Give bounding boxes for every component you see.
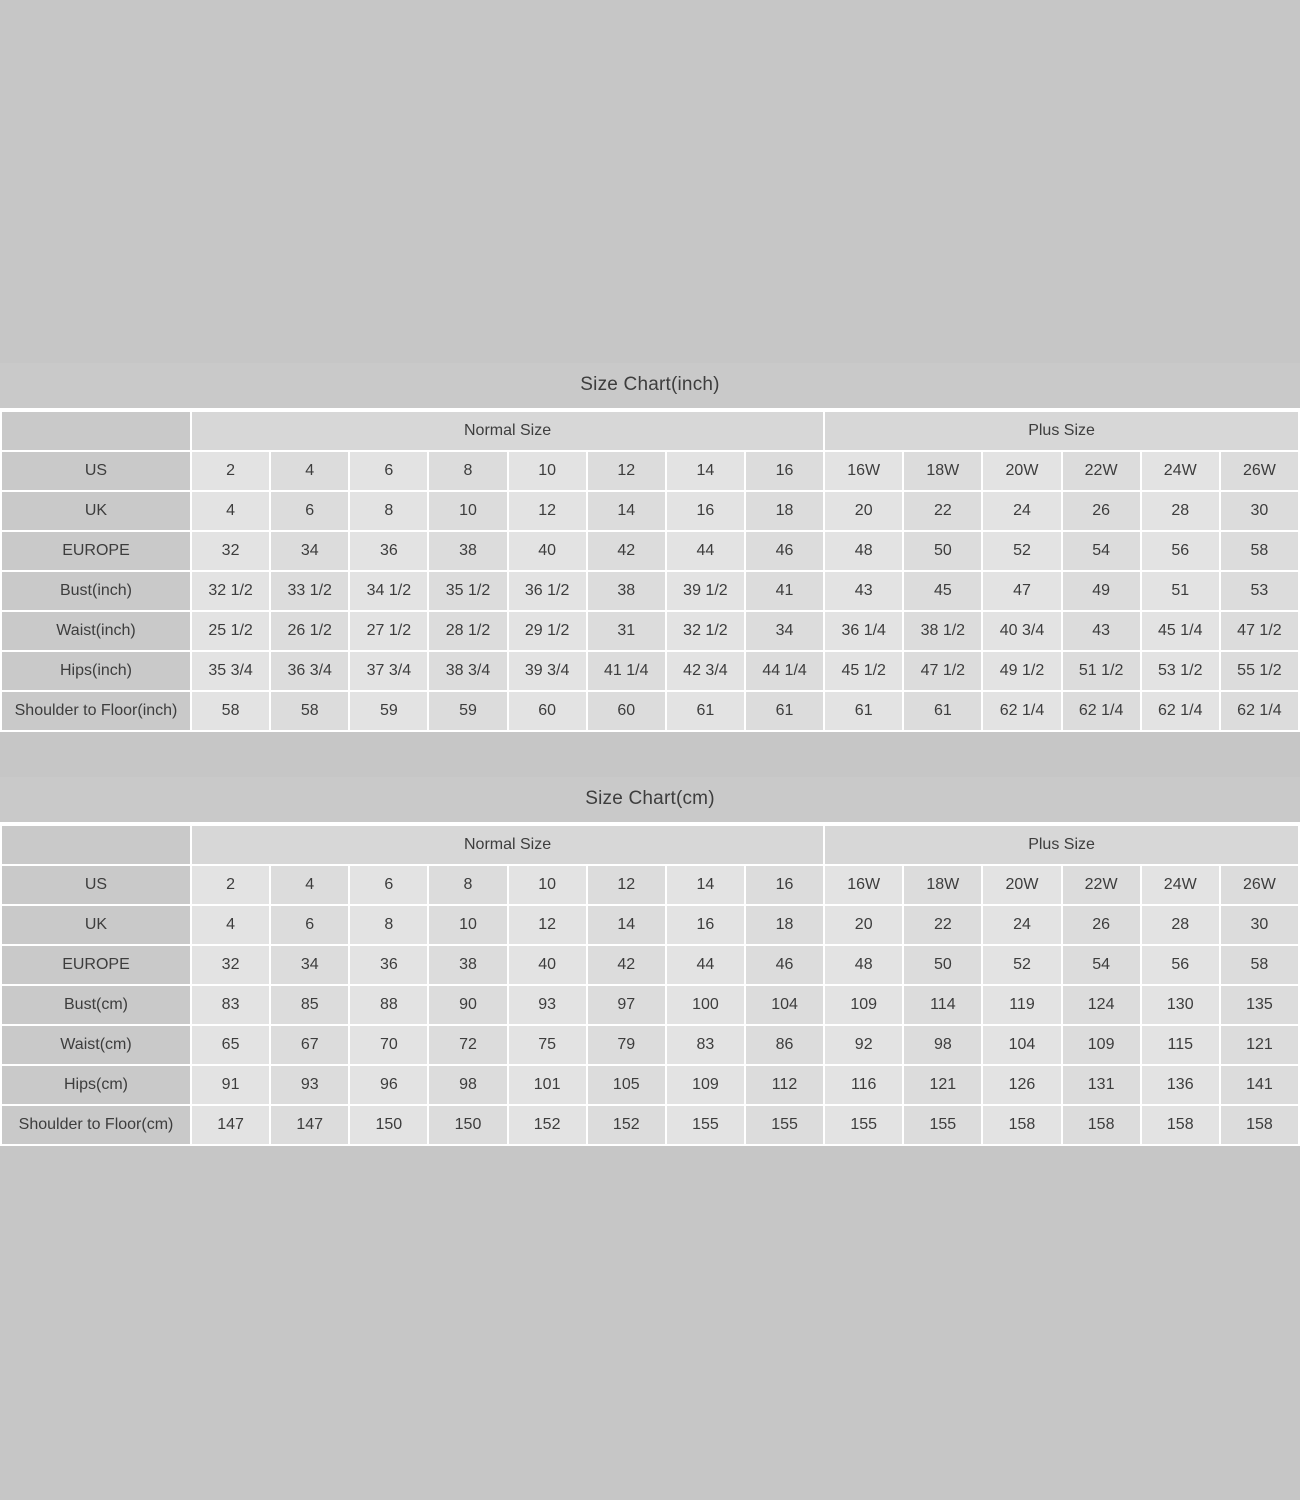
cell: 38 — [587, 571, 666, 611]
cell: 26W — [1220, 451, 1299, 491]
cell: 72 — [428, 1025, 507, 1065]
cell: 36 — [349, 945, 428, 985]
cell: 60 — [587, 691, 666, 731]
cell: 8 — [428, 865, 507, 905]
cell: 70 — [349, 1025, 428, 1065]
cell: 150 — [428, 1105, 507, 1145]
cell: 6 — [349, 451, 428, 491]
cell: 26W — [1220, 865, 1299, 905]
cell: 98 — [903, 1025, 982, 1065]
cell: 104 — [745, 985, 824, 1025]
cell: 45 1/2 — [824, 651, 903, 691]
cell: 27 1/2 — [349, 611, 428, 651]
cell: 130 — [1141, 985, 1220, 1025]
cell: 135 — [1220, 985, 1299, 1025]
cell: 6 — [270, 491, 349, 531]
table-row — [1, 531, 1299, 571]
cell: 43 — [1062, 611, 1141, 651]
cell: 59 — [349, 691, 428, 731]
cell: 38 — [428, 945, 507, 985]
cell: 8 — [349, 905, 428, 945]
cell: 46 — [745, 945, 824, 985]
cell: 51 — [1141, 571, 1220, 611]
cell: 62 1/4 — [982, 691, 1061, 731]
cell: 4 — [270, 865, 349, 905]
row-label-uk: UK — [1, 491, 191, 531]
cell: 6 — [349, 865, 428, 905]
cell: 52 — [982, 945, 1061, 985]
cell: 44 1/4 — [745, 651, 824, 691]
cell: 12 — [508, 491, 587, 531]
chart-title-cm: Size Chart(cm) — [0, 777, 1300, 824]
table-row — [1, 905, 1299, 945]
table-row — [1, 451, 1299, 491]
row-label-europe: EUROPE — [1, 945, 191, 985]
cell: 24W — [1141, 865, 1220, 905]
cell: 18W — [903, 865, 982, 905]
cell: 20W — [982, 865, 1061, 905]
cell: 79 — [587, 1025, 666, 1065]
cell: 83 — [191, 985, 270, 1025]
cell: 105 — [587, 1065, 666, 1105]
cell: 40 3/4 — [982, 611, 1061, 651]
row-label-hips: Hips(cm) — [1, 1065, 191, 1105]
cell: 22 — [903, 491, 982, 531]
cell: 28 1/2 — [428, 611, 507, 651]
cell: 158 — [1062, 1105, 1141, 1145]
cell: 52 — [982, 531, 1061, 571]
cell: 20 — [824, 905, 903, 945]
cell: 46 — [745, 531, 824, 571]
row-label-uk: UK — [1, 905, 191, 945]
cell: 32 1/2 — [666, 611, 745, 651]
cell: 22W — [1062, 451, 1141, 491]
cell: 51 1/2 — [1062, 651, 1141, 691]
cell: 16 — [745, 451, 824, 491]
cell: 2 — [191, 451, 270, 491]
cell: 126 — [982, 1065, 1061, 1105]
cell: 47 — [982, 571, 1061, 611]
cell: 42 — [587, 945, 666, 985]
cell: 75 — [508, 1025, 587, 1065]
cell: 4 — [270, 451, 349, 491]
table-row — [1, 611, 1299, 651]
cell: 67 — [270, 1025, 349, 1065]
cell: 38 1/2 — [903, 611, 982, 651]
cell: 18 — [745, 905, 824, 945]
cell: 40 — [508, 945, 587, 985]
cell: 32 — [191, 945, 270, 985]
cell: 60 — [508, 691, 587, 731]
row-label-waist: Waist(inch) — [1, 611, 191, 651]
cell: 26 — [1062, 905, 1141, 945]
group-header-row — [1, 825, 1299, 865]
cell: 155 — [666, 1105, 745, 1145]
cell: 20W — [982, 451, 1061, 491]
cell: 10 — [428, 491, 507, 531]
cell: 62 1/4 — [1220, 691, 1299, 731]
table-row — [1, 945, 1299, 985]
row-label-europe: EUROPE — [1, 531, 191, 571]
cell: 147 — [191, 1105, 270, 1145]
cell: 34 — [745, 611, 824, 651]
cell: 38 3/4 — [428, 651, 507, 691]
cell: 35 1/2 — [428, 571, 507, 611]
cell: 150 — [349, 1105, 428, 1145]
cell: 14 — [587, 491, 666, 531]
cell: 24W — [1141, 451, 1220, 491]
cell: 16W — [824, 865, 903, 905]
cell: 147 — [270, 1105, 349, 1145]
cell: 155 — [745, 1105, 824, 1145]
cell: 58 — [191, 691, 270, 731]
chart-title-inch: Size Chart(inch) — [0, 363, 1300, 410]
table-row — [1, 985, 1299, 1025]
cell: 44 — [666, 531, 745, 571]
cell: 141 — [1220, 1065, 1299, 1105]
cell: 109 — [666, 1065, 745, 1105]
size-chart-inch — [0, 363, 1300, 732]
cell: 31 — [587, 611, 666, 651]
cell: 22 — [903, 905, 982, 945]
cell: 62 1/4 — [1141, 691, 1220, 731]
cell: 85 — [270, 985, 349, 1025]
cell: 119 — [982, 985, 1061, 1025]
cell: 26 1/2 — [270, 611, 349, 651]
cell: 39 3/4 — [508, 651, 587, 691]
cell: 158 — [1220, 1105, 1299, 1145]
cell: 115 — [1141, 1025, 1220, 1065]
cell: 47 1/2 — [1220, 611, 1299, 651]
group-header-plus-size: Plus Size — [824, 411, 1299, 451]
cell: 34 1/2 — [349, 571, 428, 611]
cell: 39 1/2 — [666, 571, 745, 611]
row-label-hips: Hips(inch) — [1, 651, 191, 691]
cell: 104 — [982, 1025, 1061, 1065]
cell: 42 — [587, 531, 666, 571]
cell: 32 — [191, 531, 270, 571]
cell: 18W — [903, 451, 982, 491]
cell: 34 — [270, 945, 349, 985]
group-header-plus-size: Plus Size — [824, 825, 1299, 865]
cell: 61 — [666, 691, 745, 731]
cell: 48 — [824, 945, 903, 985]
group-header-normal-size: Normal Size — [191, 825, 824, 865]
corner-cell — [1, 825, 191, 865]
cell: 28 — [1141, 905, 1220, 945]
cell: 131 — [1062, 1065, 1141, 1105]
cell: 83 — [666, 1025, 745, 1065]
row-label-shoulder-to-floor: Shoulder to Floor(inch) — [1, 691, 191, 731]
cell: 16 — [745, 865, 824, 905]
cell: 40 — [508, 531, 587, 571]
cell: 112 — [745, 1065, 824, 1105]
cell: 58 — [1220, 531, 1299, 571]
cell: 41 — [745, 571, 824, 611]
cell: 158 — [1141, 1105, 1220, 1145]
cell: 121 — [1220, 1025, 1299, 1065]
group-header-row — [1, 411, 1299, 451]
cell: 100 — [666, 985, 745, 1025]
cell: 58 — [1220, 945, 1299, 985]
cell: 28 — [1141, 491, 1220, 531]
cell: 8 — [428, 451, 507, 491]
cell: 10 — [508, 865, 587, 905]
cell: 50 — [903, 945, 982, 985]
cell: 61 — [745, 691, 824, 731]
cell: 4 — [191, 905, 270, 945]
cell: 155 — [824, 1105, 903, 1145]
cell: 37 3/4 — [349, 651, 428, 691]
cell: 152 — [508, 1105, 587, 1145]
table-row — [1, 1025, 1299, 1065]
cell: 109 — [1062, 1025, 1141, 1065]
cell: 155 — [903, 1105, 982, 1145]
row-label-bust: Bust(inch) — [1, 571, 191, 611]
cell: 90 — [428, 985, 507, 1025]
cell: 49 — [1062, 571, 1141, 611]
cell: 59 — [428, 691, 507, 731]
cell: 34 — [270, 531, 349, 571]
cell: 35 3/4 — [191, 651, 270, 691]
cell: 12 — [587, 865, 666, 905]
cell: 2 — [191, 865, 270, 905]
cell: 55 1/2 — [1220, 651, 1299, 691]
row-label-us: US — [1, 451, 191, 491]
size-chart-cm — [0, 777, 1300, 1146]
cell: 16 — [666, 491, 745, 531]
cell: 88 — [349, 985, 428, 1025]
cell: 12 — [587, 451, 666, 491]
cell: 121 — [903, 1065, 982, 1105]
table-row — [1, 865, 1299, 905]
cell: 36 3/4 — [270, 651, 349, 691]
cell: 30 — [1220, 905, 1299, 945]
cell: 65 — [191, 1025, 270, 1065]
cell: 101 — [508, 1065, 587, 1105]
cell: 109 — [824, 985, 903, 1025]
cell: 124 — [1062, 985, 1141, 1025]
cell: 47 1/2 — [903, 651, 982, 691]
table-row — [1, 491, 1299, 531]
cell: 86 — [745, 1025, 824, 1065]
cell: 12 — [508, 905, 587, 945]
cell: 91 — [191, 1065, 270, 1105]
cell: 14 — [587, 905, 666, 945]
cell: 4 — [191, 491, 270, 531]
cell: 48 — [824, 531, 903, 571]
cell: 14 — [666, 865, 745, 905]
cell: 20 — [824, 491, 903, 531]
cell: 6 — [270, 905, 349, 945]
cell: 93 — [270, 1065, 349, 1105]
table-row — [1, 1065, 1299, 1105]
cell: 43 — [824, 571, 903, 611]
cell: 92 — [824, 1025, 903, 1065]
cell: 62 1/4 — [1062, 691, 1141, 731]
table-row — [1, 651, 1299, 691]
cell: 97 — [587, 985, 666, 1025]
cell: 8 — [349, 491, 428, 531]
cell: 33 1/2 — [270, 571, 349, 611]
cell: 22W — [1062, 865, 1141, 905]
cell: 16 — [666, 905, 745, 945]
cell: 14 — [666, 451, 745, 491]
row-label-us: US — [1, 865, 191, 905]
cell: 42 3/4 — [666, 651, 745, 691]
cell: 50 — [903, 531, 982, 571]
cell: 36 1/2 — [508, 571, 587, 611]
cell: 61 — [903, 691, 982, 731]
cell: 25 1/2 — [191, 611, 270, 651]
row-label-bust: Bust(cm) — [1, 985, 191, 1025]
cell: 45 — [903, 571, 982, 611]
cell: 10 — [508, 451, 587, 491]
cell: 136 — [1141, 1065, 1220, 1105]
cell: 61 — [824, 691, 903, 731]
size-table-cm — [0, 824, 1300, 1146]
cell: 26 — [1062, 491, 1141, 531]
cell: 38 — [428, 531, 507, 571]
table-row — [1, 571, 1299, 611]
cell: 56 — [1141, 531, 1220, 571]
row-label-shoulder-to-floor: Shoulder to Floor(cm) — [1, 1105, 191, 1145]
cell: 152 — [587, 1105, 666, 1145]
cell: 49 1/2 — [982, 651, 1061, 691]
cell: 53 1/2 — [1141, 651, 1220, 691]
cell: 24 — [982, 491, 1061, 531]
cell: 54 — [1062, 531, 1141, 571]
cell: 30 — [1220, 491, 1299, 531]
cell: 18 — [745, 491, 824, 531]
cell: 56 — [1141, 945, 1220, 985]
cell: 41 1/4 — [587, 651, 666, 691]
size-table-inch — [0, 410, 1300, 732]
corner-cell — [1, 411, 191, 451]
group-header-normal-size: Normal Size — [191, 411, 824, 451]
cell: 36 — [349, 531, 428, 571]
cell: 45 1/4 — [1141, 611, 1220, 651]
cell: 54 — [1062, 945, 1141, 985]
cell: 24 — [982, 905, 1061, 945]
cell: 58 — [270, 691, 349, 731]
cell: 93 — [508, 985, 587, 1025]
cell: 53 — [1220, 571, 1299, 611]
table-row — [1, 1105, 1299, 1145]
cell: 116 — [824, 1065, 903, 1105]
cell: 16W — [824, 451, 903, 491]
cell: 36 1/4 — [824, 611, 903, 651]
cell: 10 — [428, 905, 507, 945]
cell: 158 — [982, 1105, 1061, 1145]
cell: 32 1/2 — [191, 571, 270, 611]
table-row — [1, 691, 1299, 731]
cell: 98 — [428, 1065, 507, 1105]
cell: 44 — [666, 945, 745, 985]
cell: 96 — [349, 1065, 428, 1105]
row-label-waist: Waist(cm) — [1, 1025, 191, 1065]
cell: 29 1/2 — [508, 611, 587, 651]
cell: 114 — [903, 985, 982, 1025]
